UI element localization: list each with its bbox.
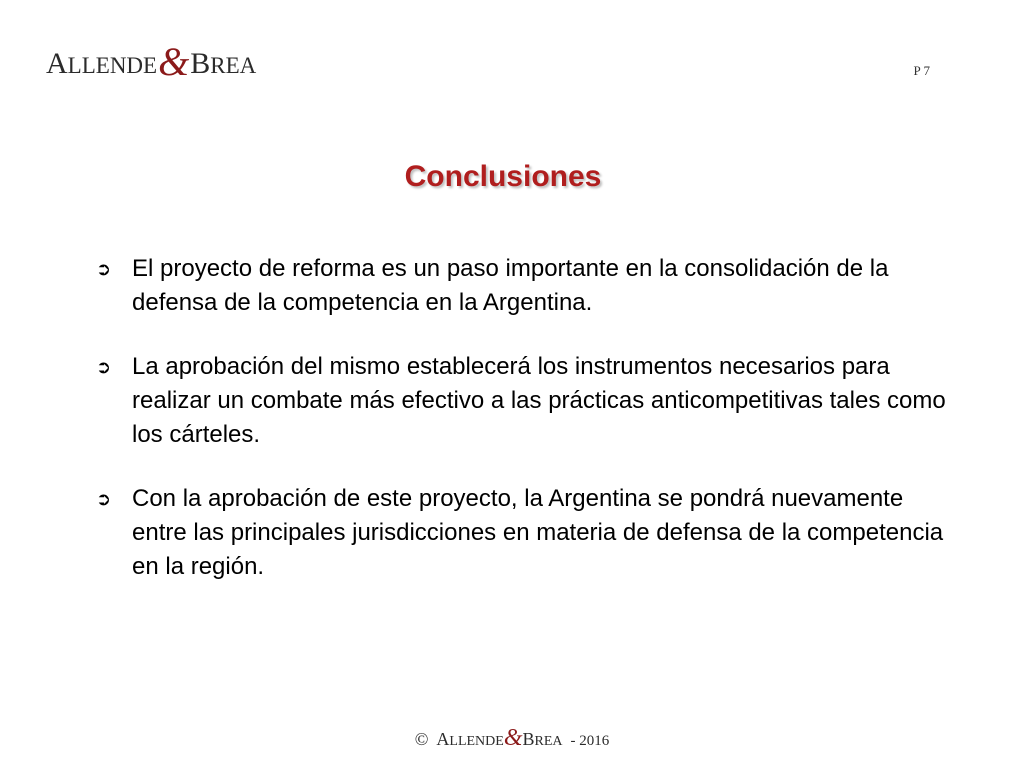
logo-initial-a: A xyxy=(46,47,68,80)
bullet-text: Con la aprobación de este proyecto, la Argentina se pondrá nuevamente entre las principales jurisdicciones en materia de defensa de la competencia en la región. xyxy=(132,485,944,580)
slide-title: Conclusiones xyxy=(404,160,602,193)
arrow-bullet-icon: ➲ xyxy=(96,489,112,509)
bullet-item xyxy=(96,252,956,320)
footer-logo-initial-b: B xyxy=(522,729,535,749)
bullet-text: El proyecto de reforma es un paso importante en la consolidación de la defensa de la competencia en la Argentina. xyxy=(132,255,889,316)
footer-logo-initial-a: A xyxy=(436,729,450,749)
logo-text-rea: REA xyxy=(210,53,257,78)
bullet-text: La aprobación del mismo establecerá los instrumentos necesarios para realizar un combate más efectivo a las prácticas anticompetitivas tales como los cárteles. xyxy=(132,353,946,448)
page-number: P 7 xyxy=(913,63,930,78)
header-logo xyxy=(46,39,257,84)
arrow-bullet-icon: ➲ xyxy=(96,357,112,377)
bullet-list xyxy=(96,252,956,614)
logo-text-llende: LLENDE xyxy=(67,53,158,78)
logo-ampersand: & xyxy=(158,39,190,84)
bullet-item xyxy=(96,350,956,452)
footer-logo-ampersand: & xyxy=(503,725,523,751)
copyright-symbol: © xyxy=(414,729,429,749)
footer-logo-text-rea: REA xyxy=(534,734,563,749)
footer-year: - 2016 xyxy=(570,733,610,749)
logo-initial-b: B xyxy=(190,47,211,80)
footer xyxy=(0,725,1024,752)
footer-logo-text-llende: LLENDE xyxy=(449,734,504,749)
bullet-item xyxy=(96,482,956,584)
arrow-bullet-icon: ➲ xyxy=(96,259,112,279)
